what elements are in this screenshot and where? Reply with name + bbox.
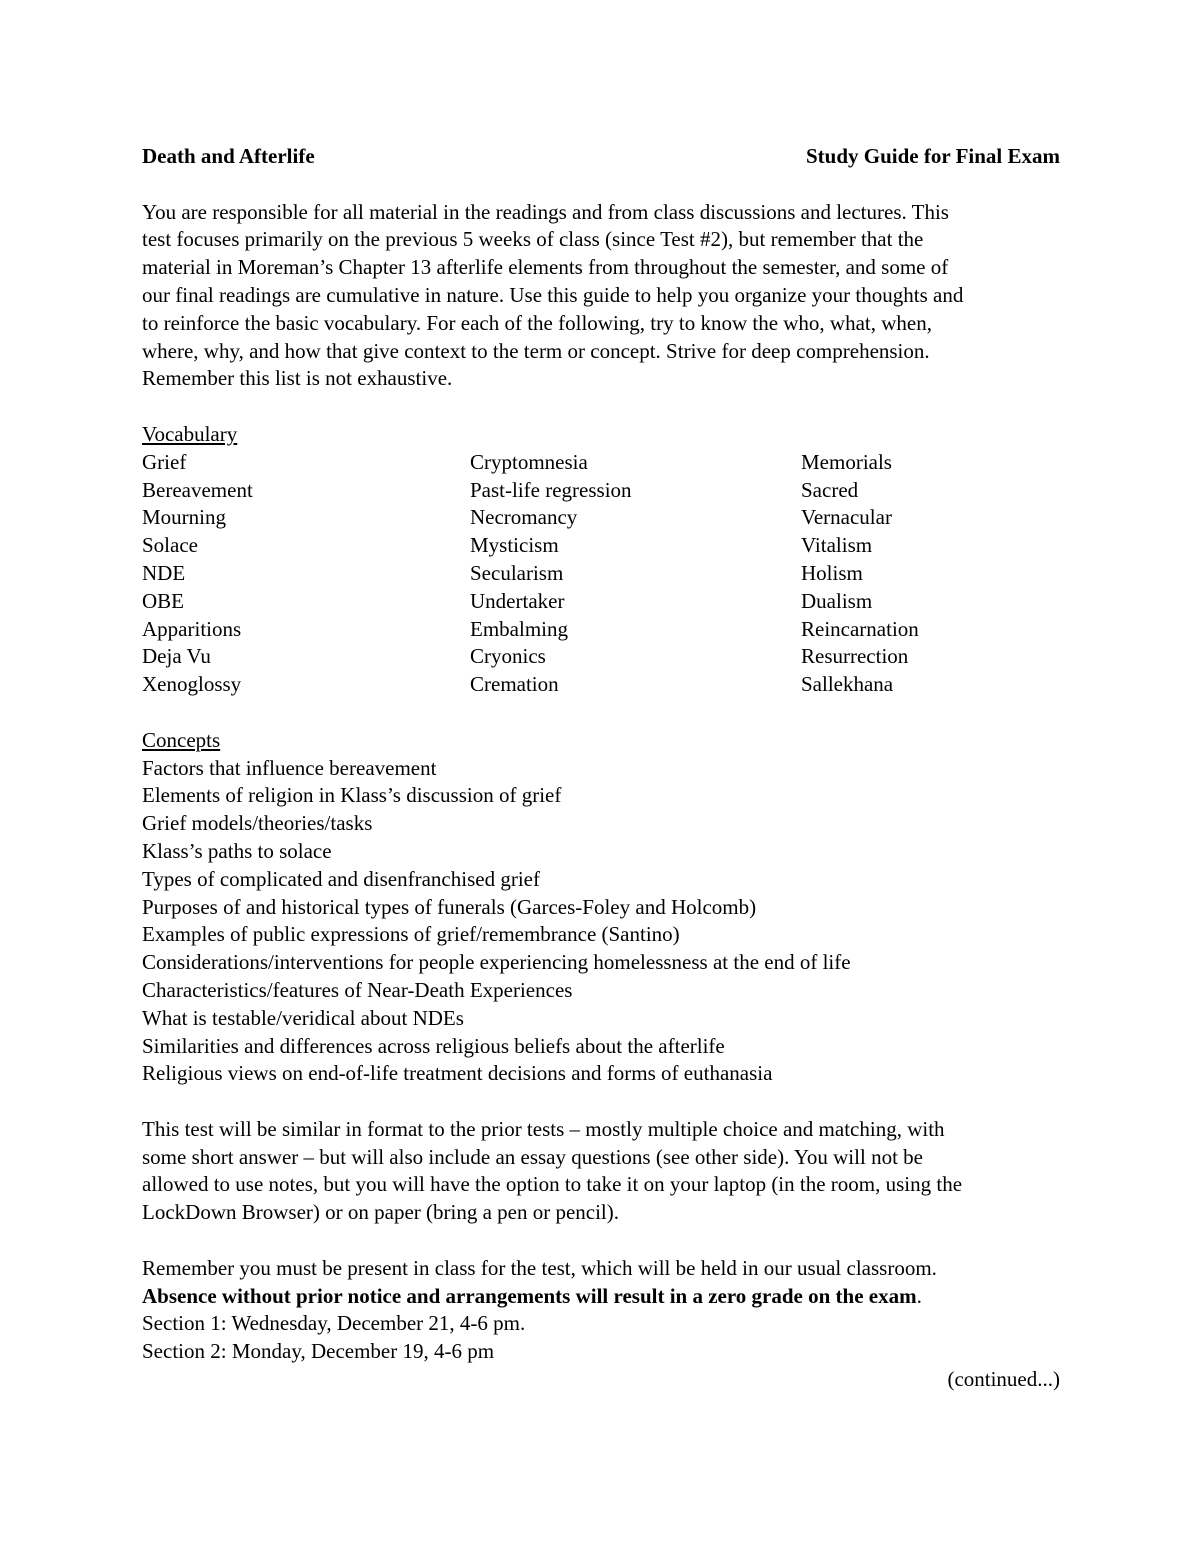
- continued-note: (continued...): [947, 1367, 1060, 1392]
- concept-item: Factors that influence bereavement: [142, 755, 437, 780]
- vocabulary-term: Cryptomnesia: [470, 449, 588, 474]
- vocabulary-term: Necromancy: [470, 505, 578, 530]
- study-guide-page: [142, 143, 1060, 1394]
- intro-line: material in Moreman’s Chapter 13 afterlife elements from throughout the semester, and some of: [142, 255, 949, 280]
- vocabulary-term: Grief: [142, 449, 187, 474]
- intro-line: Remember this list is not exhaustive.: [142, 366, 453, 391]
- concept-item: Types of complicated and disenfranchised grief: [142, 866, 540, 891]
- vocabulary-term: NDE: [142, 560, 186, 585]
- intro-line: to reinforce the basic vocabulary. For each of the following, try to know the who, what, when,: [142, 310, 932, 335]
- concept-item: Purposes of and historical types of funerals (Garces-Foley and Holcomb): [142, 894, 757, 919]
- vocabulary-term: Cryonics: [470, 644, 546, 669]
- concept-item: Examples of public expressions of grief/remembrance (Santino): [142, 922, 680, 947]
- intro-line: our final readings are cumulative in nature. Use this guide to help you organize your thoughts and: [142, 282, 964, 307]
- concept-item: Considerations/interventions for people experiencing homelessness at the end of life: [142, 950, 851, 975]
- vocabulary-term: Mysticism: [470, 533, 559, 558]
- format-line: allowed to use notes, but you will have the option to take it on your laptop (in the room, using the: [142, 1172, 963, 1197]
- section-2-time: Section 2: Monday, December 19, 4-6 pm: [142, 1339, 495, 1364]
- format-line: some short answer – but will also include an essay questions (see other side). You will not be: [142, 1144, 923, 1169]
- vocabulary-term: Memorials: [801, 449, 892, 474]
- vocabulary-term: Sallekhana: [801, 672, 894, 697]
- vocabulary-term: Cremation: [470, 672, 559, 697]
- concepts-section: [142, 727, 1060, 1088]
- vocabulary-row: [142, 643, 1060, 671]
- intro-line: where, why, and how that give context to the term or concept. Strive for deep comprehension.: [142, 338, 930, 363]
- concepts-heading: Concepts: [142, 727, 221, 752]
- document-header: [142, 143, 1060, 171]
- vocabulary-term: Xenoglossy: [142, 672, 242, 697]
- vocabulary-term: Dualism: [801, 588, 873, 613]
- concept-item: Similarities and differences across religious beliefs about the afterlife: [142, 1033, 725, 1058]
- vocabulary-term: Holism: [801, 560, 863, 585]
- intro-line: You are responsible for all material in the readings and from class discussions and lectures. This: [142, 199, 949, 224]
- vocabulary-term: Undertaker: [470, 588, 565, 613]
- vocabulary-term: Sacred: [801, 477, 859, 502]
- concept-item: Grief models/theories/tasks: [142, 811, 373, 836]
- vocabulary-row: [142, 671, 1060, 699]
- absence-warning: Absence without prior notice and arrangements will result in a zero grade on the exam: [142, 1283, 917, 1308]
- intro-paragraph: [142, 199, 1060, 394]
- vocabulary-term: Vitalism: [801, 533, 873, 558]
- vocabulary-term: Solace: [142, 533, 198, 558]
- vocabulary-row: [142, 588, 1060, 616]
- vocabulary-section: [142, 421, 1060, 699]
- vocabulary-term: Apparitions: [142, 616, 242, 641]
- vocabulary-row: [142, 477, 1060, 505]
- logistics-paragraph: [142, 1255, 1060, 1394]
- concept-item: Characteristics/features of Near-Death Experiences: [142, 977, 573, 1002]
- concept-item: What is testable/veridical about NDEs: [142, 1005, 464, 1030]
- section-1-time: Section 1: Wednesday, December 21, 4-6 pm.: [142, 1311, 526, 1336]
- format-line: This test will be similar in format to the prior tests – mostly multiple choice and matching, with: [142, 1116, 945, 1141]
- absence-warning-period: .: [916, 1283, 922, 1308]
- vocabulary-heading: Vocabulary: [142, 421, 238, 446]
- course-title: Death and Afterlife: [142, 144, 315, 168]
- intro-line: test focuses primarily on the previous 5 weeks of class (since Test #2), but remember that the: [142, 227, 924, 252]
- absence-warning-line: [142, 1283, 1060, 1311]
- vocabulary-term: Mourning: [142, 505, 226, 530]
- attendance-line: Remember you must be present in class for the test, which will be held in our usual classroom.: [142, 1255, 937, 1280]
- vocabulary-term: Resurrection: [801, 644, 909, 669]
- vocabulary-term: Secularism: [470, 560, 564, 585]
- vocabulary-term: Past-life regression: [470, 477, 632, 502]
- format-line: LockDown Browser) or on paper (bring a pen or pencil).: [142, 1200, 620, 1225]
- vocabulary-row: [142, 560, 1060, 588]
- vocabulary-row: [142, 616, 1060, 644]
- test-format-paragraph: [142, 1116, 1060, 1227]
- vocabulary-term: Bereavement: [142, 477, 253, 502]
- vocabulary-term: Reincarnation: [801, 616, 919, 641]
- document-title: Study Guide for Final Exam: [806, 144, 1060, 168]
- vocabulary-term: OBE: [142, 588, 184, 613]
- vocabulary-row: [142, 449, 1060, 477]
- vocabulary-row: [142, 504, 1060, 532]
- vocabulary-row: [142, 532, 1060, 560]
- vocabulary-term: Deja Vu: [142, 644, 211, 669]
- vocabulary-term: Vernacular: [801, 505, 892, 530]
- concept-item: Klass’s paths to solace: [142, 838, 332, 863]
- vocabulary-term: Embalming: [470, 616, 568, 641]
- concept-item: Elements of religion in Klass’s discussion of grief: [142, 783, 562, 808]
- concept-item: Religious views on end-of-life treatment decisions and forms of euthanasia: [142, 1061, 773, 1086]
